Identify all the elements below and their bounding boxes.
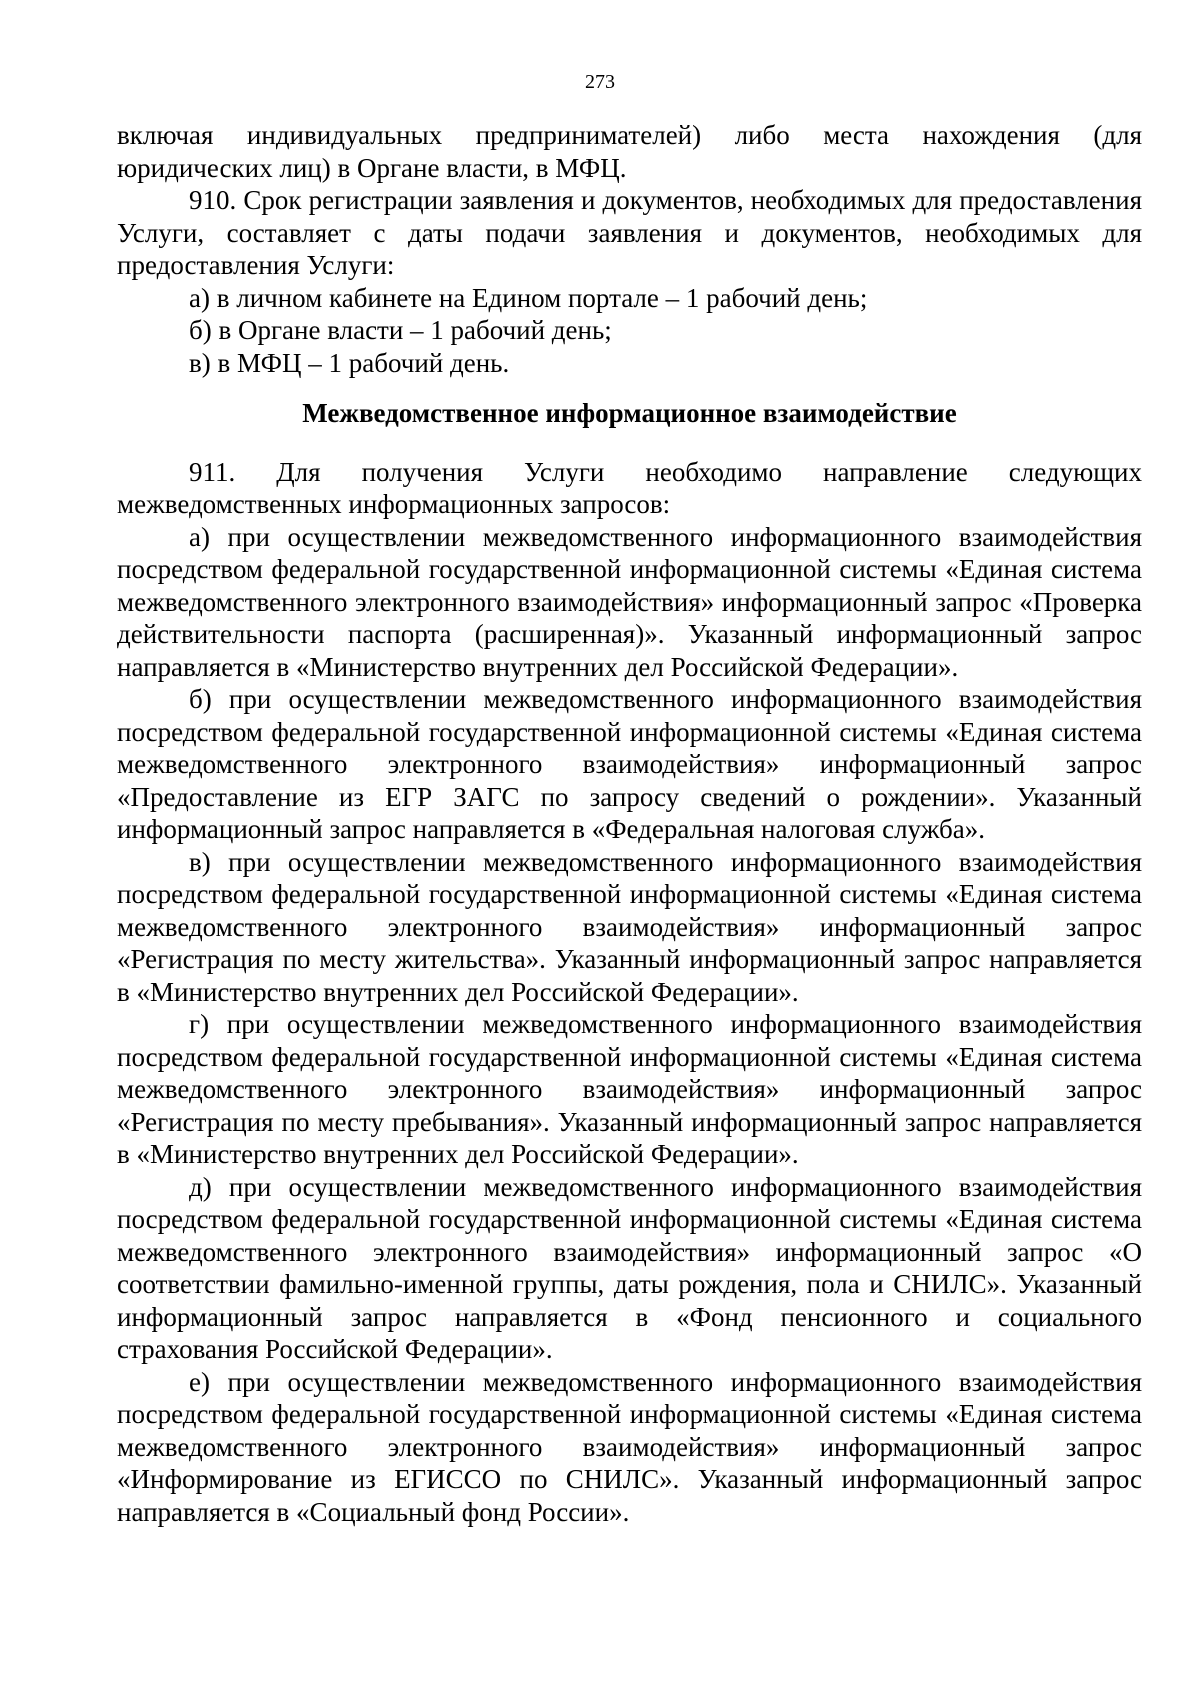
list-item-b: б) в Органе власти – 1 рабочий день; (189, 315, 612, 345)
list-item-a: а) в личном кабинете на Едином портале – 1 рабочий день; (189, 282, 868, 313)
section-heading: Межведомственное информационное взаимодействие (302, 398, 957, 428)
request-item-v: в) при осуществлении межведомственного информационного взаимодействия посредством федеральной государственной информационной системы «Единая система межведомственного электронного взаимодействия» информационный запрос «Регистрация по месту жительства». Указанный информационный запрос направляется в «Министерство внутренних дел Российской Федерации». (117, 846, 1142, 1007)
list-item-v: в) в МФЦ – 1 рабочий день. (189, 347, 510, 378)
paragraph-911: 911. Для получения Услуги необходимо направление следующих межведомственных информационных запросов: (117, 456, 1142, 519)
paragraph-910: 910. Срок регистрации заявления и документов, необходимых для предоставления Услуги, составляет с даты подачи заявления и документов, необходимых для предоставления Услуги: (117, 185, 1142, 280)
request-item-a: а) при осуществлении межведомственного информационного взаимодействия посредством федеральной государственной информационной системы «Единая система межведомственного электронного взаимодействия» информационный запрос «Проверка действительности паспорта (расширенная)». Указанный информационный запрос направляется в «Министерство внутренних дел Российской Федерации». (117, 521, 1142, 682)
request-item-g: г) при осуществлении межведомственного информационного взаимодействия посредством федеральной государственной информационной системы «Единая система межведомственного электронного взаимодействия» информационный запрос «Регистрация по месту пребывания». Указанный информационный запрос направляется в «Министерство внутренних дел Российской Федерации». (117, 1009, 1142, 1169)
page-number: 273 (585, 71, 615, 93)
request-item-b: б) при осуществлении межведомственного информационного взаимодействия посредством федеральной государственной информационной системы «Единая система межведомственного электронного взаимодействия» информационный запрос «Предоставление из ЕГР ЗАГС по запросу сведений о рождении». Указанный информационный запрос направляется в «Федеральная налоговая служба». (117, 684, 1142, 844)
request-item-e: е) при осуществлении межведомственного информационного взаимодействия посредством федеральной государственной информационной системы «Единая система межведомственного электронного взаимодействия» информационный запрос «Информирование из ЕГИССО по СНИЛС». Указанный информационный запрос направляется в «Социальный фонд России». (117, 1366, 1142, 1527)
document-body (117, 119, 1142, 1528)
request-item-d: д) при осуществлении межведомственного информационного взаимодействия посредством федеральной государственной информационной системы «Единая система межведомственного электронного взаимодействия» информационный запрос «О соответствии фамильно-именной группы, даты рождения, пола и СНИЛС». Указанный информационный запрос направляется в «Фонд пенсионного и социального страхования Российской Федерации». (117, 1171, 1142, 1364)
paragraph-continuation: включая индивидуальных предпринимателей) либо места нахождения (для юридических лиц) в Органе власти, в МФЦ. (117, 120, 1142, 183)
